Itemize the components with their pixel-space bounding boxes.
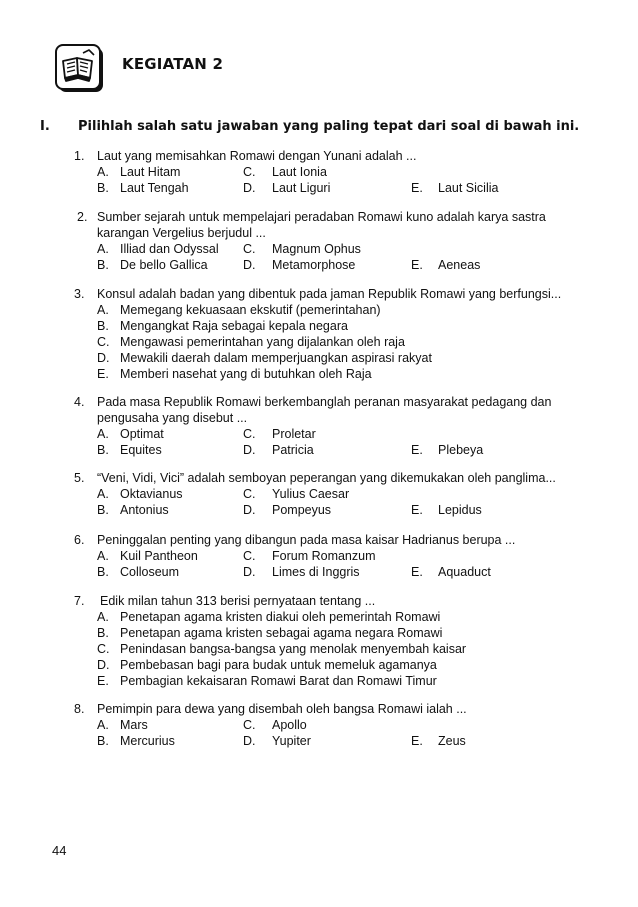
option-a[interactable]: A. Mars [97,718,148,732]
option-b[interactable]: B. De bello Gallica [97,258,208,272]
section-number: I. [40,119,50,134]
option-c[interactable]: C. Penindasan bangsa-bangsa yang menolak menyembah kaisar [97,642,467,656]
option-b[interactable]: B. Equites [97,443,162,457]
option-d[interactable]: D. Laut Liguri [243,181,331,195]
option-a[interactable]: A. Illiad dan Odyssal [97,242,219,256]
option-e[interactable]: E. Plebeya [411,443,484,457]
option-e[interactable]: E. Aquaduct [411,565,491,579]
option-b[interactable]: B. Penetapan agama kristen sebagai agama negara Romawi [97,626,443,640]
section-instruction: Pilihlah salah satu jawaban yang paling tepat dari soal di bawah ini. [78,119,580,134]
question-number: 4. [74,395,85,409]
option-c[interactable]: C. Apollo [243,718,307,732]
option-e[interactable]: E. Zeus [411,734,466,748]
question-number: 7. [74,594,85,608]
option-d[interactable]: D. Pompeyus [243,503,332,517]
question-text: Konsul adalah badan yang dibentuk pada jaman Republik Romawi yang berfungsi... [97,287,562,301]
option-e[interactable]: E. Pembagian kekaisaran Romawi Barat dan Romawi Timur [97,674,437,688]
question-number: 6. [74,533,85,547]
question-number: 2. [77,210,88,224]
option-d[interactable]: D. Yupiter [243,734,311,748]
option-a[interactable]: A. Penetapan agama kristen diakui oleh pemerintah Romawi [97,610,441,624]
option-a[interactable]: A. Memegang kekuasaan ekskutif (pemerintahan) [97,303,381,317]
option-c[interactable]: C. Mengawasi pemerintahan yang dijalankan oleh raja [97,335,405,349]
option-d[interactable]: D. Mewakili daerah dalam memperjuangkan aspirasi rakyat [97,351,432,365]
option-e[interactable]: E. Laut Sicilia [411,181,499,195]
option-a[interactable]: A. Optimat [97,427,164,441]
option-a[interactable]: A. Laut Hitam [97,165,181,179]
question-text: Laut yang memisahkan Romawi dengan Yunani adalah ... [97,149,417,163]
option-e[interactable]: E. Aeneas [411,258,481,272]
option-c[interactable]: C. Yulius Caesar [243,487,350,501]
option-b[interactable]: B. Colloseum [97,565,180,579]
open-book-icon [55,44,105,94]
option-c[interactable]: C. Laut Ionia [243,165,327,179]
option-b[interactable]: B. Laut Tengah [97,181,189,195]
option-e[interactable]: E. Lepidus [411,503,482,517]
question-number: 5. [74,471,85,485]
option-d[interactable]: D. Pembebasan bagi para budak untuk memeluk agamanya [97,658,437,672]
option-b[interactable]: B. Antonius [97,503,169,517]
option-c[interactable]: C. Magnum Ophus [243,242,361,256]
option-a[interactable]: A. Oktavianus [97,487,183,501]
question-text: Peninggalan penting yang dibangun pada masa kaisar Hadrianus berupa ... [97,533,516,547]
question-number: 8. [74,702,85,716]
question-text: Pada masa Republik Romawi berkembanglah peranan masyarakat pedagang dan pengusaha yang disebut ... [97,395,552,425]
question-text: Edik milan tahun 313 berisi pernyataan tentang ... [100,594,376,608]
question-number: 1. [74,149,85,163]
option-b[interactable]: B. Mercurius [97,734,175,748]
option-d[interactable]: D. Limes di Inggris [243,565,360,579]
option-c[interactable]: C. Forum Romanzum [243,549,376,563]
option-d[interactable]: D. Patricia [243,443,314,457]
question-text: “Veni, Vidi, Vici” adalah semboyan peperangan yang dikemukakan oleh panglima... [97,471,556,485]
option-d[interactable]: D. Metamorphose [243,258,356,272]
question-text: Sumber sejarah untuk mempelajari peradaban Romawi kuno adalah karya sastra karangan Vergelius berjudul ... [97,210,546,240]
question-text: Pemimpin para dewa yang disembah oleh bangsa Romawi ialah ... [97,702,467,716]
option-b[interactable]: B. Mengangkat Raja sebagai kepala negara [97,319,348,333]
section-heading: KEGIATAN 2 [122,55,224,73]
option-e[interactable]: E. Memberi nasehat yang di butuhkan oleh Raja [97,367,372,381]
question-number: 3. [74,287,85,301]
page-number: 44 [52,843,67,858]
option-a[interactable]: A. Kuil Pantheon [97,549,198,563]
option-c[interactable]: C. Proletar [243,427,316,441]
